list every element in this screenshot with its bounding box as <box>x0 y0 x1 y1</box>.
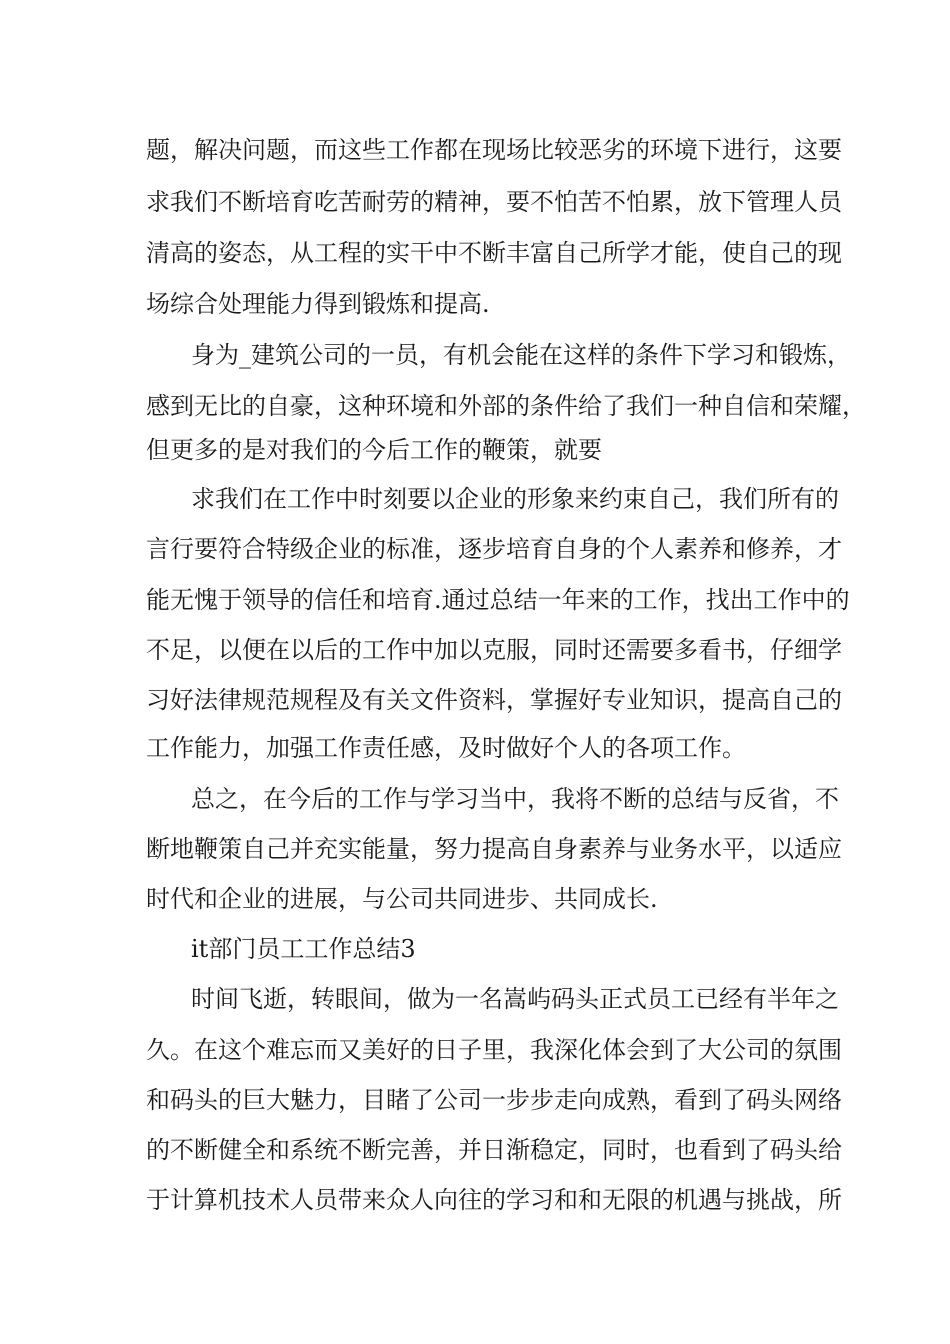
text-line: 断地鞭策自己并充实能量，努力提高自身素养与业务水平，以适应 <box>146 835 842 863</box>
text-line: 场综合处理能力得到锻炼和提高. <box>146 290 490 318</box>
text-line: 求我们不断培育吃苦耐劳的精神，要不怕苦不怕累，放下管理人员 <box>146 188 842 216</box>
text-line: 久。在这个难忘而又美好的日子里，我深化体会到了大公司的氛围 <box>146 1036 842 1064</box>
text-line: 不足，以便在以后的工作中加以克服，同时还需要多看书，仔细学 <box>146 636 842 664</box>
section-heading: it部门员工工作总结3 <box>191 935 416 963</box>
text-line: 工作能力，加强工作责任感，及时做好个人的各项工作。 <box>146 734 746 762</box>
paragraph-start-line: 时间飞逝，转眼间，做为一名嵩屿码头正式员工已经有半年之 <box>191 985 839 1013</box>
text-line: 能无愧于领导的信任和培育.通过总结一年来的工作，找出工作中的 <box>146 586 850 614</box>
text-line: 和码头的巨大魅力，目睹了公司一步步走向成熟，看到了码头网络 <box>146 1086 842 1114</box>
paragraph-start-line: 身为_建筑公司的一员，有机会能在这样的条件下学习和锻炼， <box>191 341 851 369</box>
text-line: 清高的姿态，从工程的实干中不断丰富自己所学才能，使自己的现 <box>146 239 842 267</box>
paragraph-start-line: 总之，在今后的工作与学习当中，我将不断的总结与反省，不 <box>191 785 839 813</box>
text-line: 习好法律规范规程及有关文件资料，掌握好专业知识，提高自己的 <box>146 686 842 714</box>
paragraph-start-line: 求我们在工作中时刻要以企业的形象来约束自己，我们所有的 <box>191 485 839 513</box>
text-line: 的不断健全和系统不断完善，并日渐稳定，同时，也看到了码头给 <box>146 1136 842 1164</box>
text-line: 时代和企业的进展，与公司共同进步、共同成长. <box>146 885 658 913</box>
text-line: 于计算机技术人员带来众人向往的学习和和无限的机遇与挑战，所 <box>146 1186 842 1214</box>
text-line: 题，解决问题，而这些工作都在现场比较恶劣的环境下进行，这要 <box>146 136 842 164</box>
text-line: 但更多的是对我们的今后工作的鞭策，就要 <box>146 436 602 464</box>
text-line: 言行要符合特级企业的标准，逐步培育自身的个人素养和修养，才 <box>146 535 842 563</box>
text-line: 感到无比的自豪，这种环境和外部的条件给了我们一种自信和荣耀， <box>146 392 866 420</box>
